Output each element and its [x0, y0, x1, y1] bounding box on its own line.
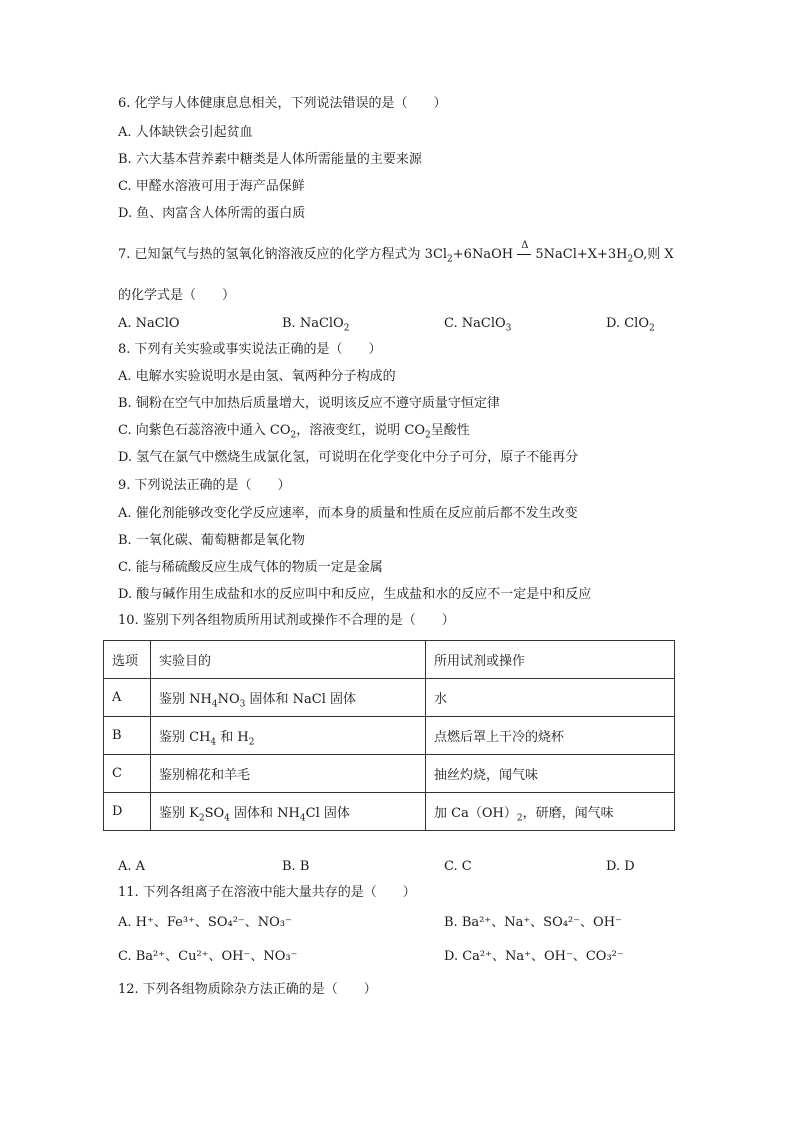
table-row: [104, 717, 675, 755]
q10-option-c: C. C: [444, 859, 472, 874]
heat-condition: Δ: [517, 246, 531, 264]
table-row: [104, 755, 675, 793]
row-option: D: [104, 793, 151, 831]
q11-option-d: D. Ca²⁺、Na⁺、OH⁻、CO₃²⁻: [444, 949, 624, 964]
row-option: A: [104, 679, 151, 717]
row-purpose: 鉴别 $K_2SO_4$ 固体和 $NH_4Cl$ 固体: [151, 793, 426, 831]
q8-option-b: B. 铜粉在空气中加热后质量增大，说明该反应不遵守质量守恒定律: [118, 396, 500, 411]
q9-option-b: B. 一氧化碳、葡萄糖都是氧化物: [118, 533, 305, 548]
row-reagent: 点燃后罩上干冷的烧杯: [426, 717, 675, 755]
q10-stem: 10. 鉴别下列各组物质所用试剂或操作不合理的是（ ）: [118, 613, 455, 628]
header-option: 选项: [104, 641, 151, 679]
q7-stem: 7. 已知氯气与热的氢氧化钠溶液反应的化学方程式为 $3Cl_2+6NaOH$ Δ $5NaCl+X+3H_2O$,则 X: [118, 240, 674, 265]
q6-option-c: C. 甲醛水溶液可用于海产品保鲜: [118, 179, 305, 194]
row-option: C: [104, 755, 151, 793]
q9-option-d: D. 酸与碱作用生成盐和水的反应叫中和反应，生成盐和水的反应不一定是中和反应: [118, 587, 592, 602]
q8-option-a: A. 电解水实验说明水是由氢、氧两种分子构成的: [118, 369, 396, 384]
q8-option-d: D. 氢气在氯气中燃烧生成氯化氢，可说明在化学变化中分子可分，原子不能再分: [118, 450, 579, 465]
table-row: [104, 679, 675, 717]
q12-stem: 12. 下列各组物质除杂方法正确的是（ ）: [118, 982, 377, 997]
q10-option-b: B. B: [282, 859, 310, 874]
q8-stem: 8. 下列有关实验或事实说法正确的是（ ）: [118, 342, 382, 357]
q10-option-d: D. D: [606, 859, 635, 874]
q7-stem-continued: 的化学式是（ ）: [118, 288, 236, 303]
q11-option-a: A. H⁺、Fe³⁺、SO₄²⁻、NO₃⁻: [118, 915, 292, 930]
q6-option-b: B. 六大基本营养素中糖类是人体所需能量的主要来源: [118, 152, 422, 167]
q10-option-a: A. A: [118, 859, 146, 874]
row-purpose: 鉴别棉花和羊毛: [151, 755, 426, 793]
q7-option-d: D. ClO$_2$: [606, 316, 655, 334]
q11-option-b: B. Ba²⁺、Na⁺、SO₄²⁻、OH⁻: [444, 915, 622, 930]
header-reagent: 所用试剂或操作: [426, 641, 675, 679]
q9-option-a: A. 催化剂能够改变化学反应速率，而本身的质量和性质在反应前后都不发生改变: [118, 506, 578, 521]
table-row: [104, 793, 675, 831]
row-reagent: 加 $Ca(OH)_2$，研磨，闻气味: [426, 793, 675, 831]
table-header-row: [104, 641, 675, 679]
row-reagent: 抽丝灼烧，闻气味: [426, 755, 675, 793]
row-purpose: 鉴别 $NH_4NO_3$ 固体和 NaCl 固体: [151, 679, 426, 717]
q11-option-c: C. Ba²⁺、Cu²⁺、OH⁻、NO₃⁻: [118, 949, 298, 964]
row-option: B: [104, 717, 151, 755]
q9-option-c: C. 能与稀硫酸反应生成气体的物质一定是金属: [118, 560, 383, 575]
q8-option-c: C. 向紫色石蕊溶液中通入 $CO_2$，溶液变红，说明 $CO_2$呈酸性: [118, 423, 470, 441]
q10-table: [103, 640, 675, 831]
q6-option-a: A. 人体缺铁会引起贫血: [118, 125, 253, 140]
q7-option-c: C. NaClO$_3$: [444, 316, 512, 334]
q11-stem: 11. 下列各组离子在溶液中能大量共存的是（ ）: [118, 885, 416, 900]
header-purpose: 实验目的: [151, 641, 426, 679]
q7-option-b: B. NaClO$_2$: [282, 316, 350, 334]
q6-option-d: D. 鱼、肉富含人体所需的蛋白质: [118, 206, 306, 221]
row-reagent: 水: [426, 679, 675, 717]
row-purpose: 鉴别 $CH_4$ 和 $H_2$: [151, 717, 426, 755]
q6-stem: 6. 化学与人体健康息息相关，下列说法错误的是（ ）: [118, 96, 447, 111]
q9-stem: 9. 下列说法正确的是（ ）: [118, 478, 291, 493]
q7-option-a: A. NaClO: [118, 316, 180, 331]
